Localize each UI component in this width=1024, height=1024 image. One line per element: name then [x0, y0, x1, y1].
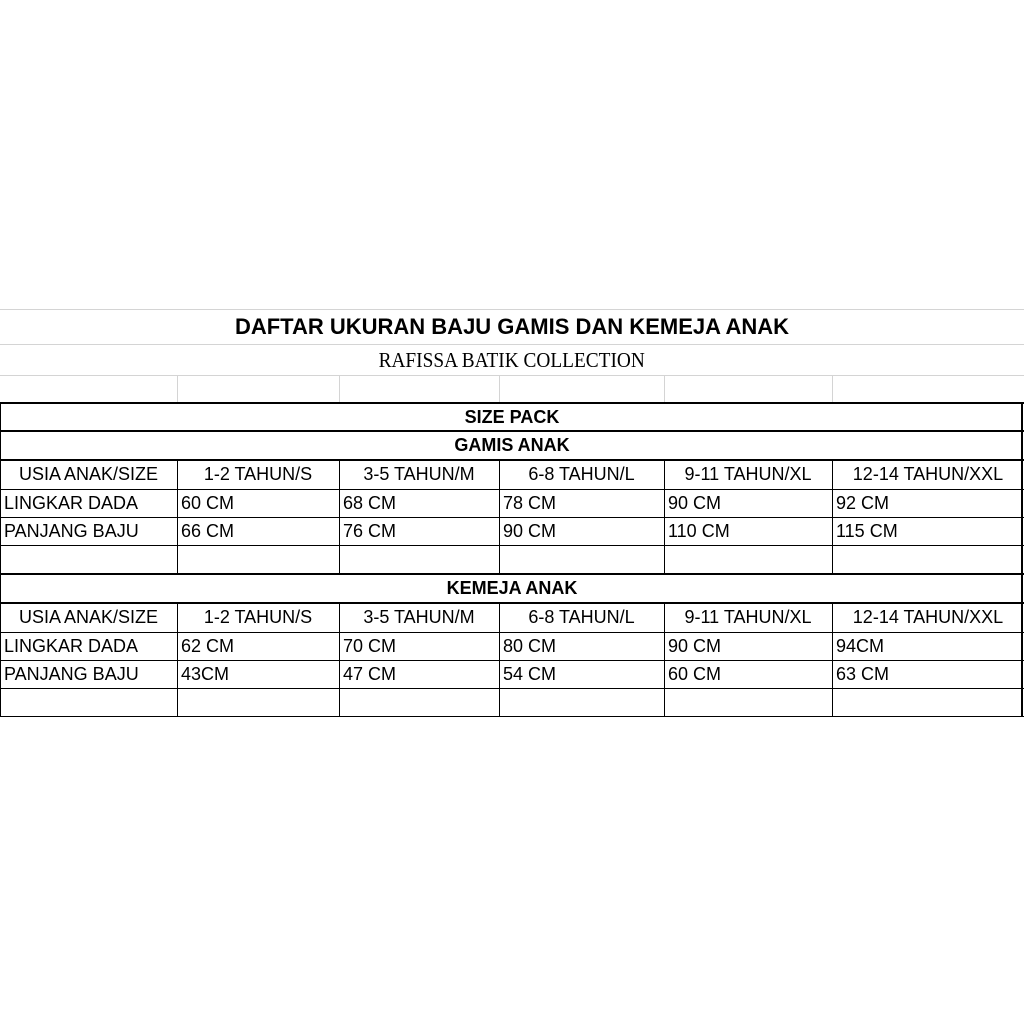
border-line — [339, 603, 340, 717]
table-cell: 62 CM — [181, 635, 235, 656]
border-line — [0, 660, 1024, 661]
border-line — [0, 545, 1024, 546]
border-line — [0, 402, 1024, 404]
size-chart-sheet — [0, 309, 1024, 717]
table-cell: 60 CM — [668, 663, 722, 684]
border-line — [0, 430, 1024, 432]
table-cell: 66 CM — [181, 520, 235, 541]
table-cell: 92 CM — [836, 492, 890, 513]
table-row — [0, 632, 1024, 660]
section-title-cell — [0, 431, 1024, 460]
brand-subtitle: RAFISSA BATIK COLLECTION — [378, 348, 646, 372]
border-line — [499, 460, 500, 574]
gridline — [339, 375, 340, 403]
section-title: GAMIS ANAK — [454, 435, 570, 455]
table-cell: 90 CM — [668, 635, 722, 656]
border-line — [664, 460, 665, 574]
table-cell: 60 CM — [181, 492, 235, 513]
header-cell: 12-14 TAHUN/XXL — [852, 464, 1004, 484]
border-line — [0, 573, 1024, 575]
table-cell: 70 CM — [343, 635, 397, 656]
table-row — [0, 489, 1024, 517]
table-cell: 63 CM — [836, 663, 890, 684]
table-cell: 47 CM — [343, 663, 397, 684]
gridline — [664, 375, 665, 403]
title-row — [0, 309, 1024, 345]
table-row — [0, 660, 1024, 688]
header-cell: USIA ANAK/SIZE — [18, 464, 159, 484]
header-cell: 3-5 TAHUN/M — [363, 607, 475, 627]
header-cell: 9-11 TAHUN/XL — [684, 607, 812, 627]
table-cell: 54 CM — [503, 663, 557, 684]
border-line — [339, 460, 340, 574]
size-pack-cell — [0, 403, 1024, 431]
header-row — [0, 603, 1024, 632]
table-cell: 90 CM — [503, 520, 557, 541]
table-cell: 78 CM — [503, 492, 557, 513]
subtitle-row — [0, 345, 1024, 376]
table-cell: 80 CM — [503, 635, 557, 656]
section-header-kemeja — [0, 574, 1024, 603]
border-line — [0, 402, 1, 717]
header-cell: 6-8 TAHUN/L — [528, 607, 635, 627]
section-title: KEMEJA ANAK — [446, 578, 578, 598]
header-cell: 3-5 TAHUN/M — [363, 464, 475, 484]
border-line — [0, 602, 1024, 604]
border-line — [0, 688, 1024, 689]
border-line — [832, 460, 833, 574]
gridline — [177, 375, 178, 403]
header-cell: USIA ANAK/SIZE — [18, 607, 159, 627]
border-line — [0, 632, 1024, 633]
section-title-cell — [0, 574, 1024, 603]
border-line — [0, 716, 1024, 717]
size-pack-label: SIZE PACK — [464, 406, 560, 427]
row-label: PANJANG BAJU — [4, 663, 139, 684]
header-cell: 6-8 TAHUN/L — [528, 464, 635, 484]
header-cell: 9-11 TAHUN/XL — [684, 464, 812, 484]
border-line — [499, 603, 500, 717]
size-pack-row — [0, 403, 1024, 431]
table-cell: 115 CM — [836, 520, 898, 541]
border-line — [1021, 402, 1023, 717]
table-cell: 76 CM — [343, 520, 397, 541]
row-label: PANJANG BAJU — [4, 520, 139, 541]
gridline — [499, 375, 500, 403]
table-cell: 94CM — [836, 635, 885, 656]
border-line — [177, 603, 178, 717]
border-line — [832, 603, 833, 717]
border-line — [0, 459, 1024, 461]
page-title: DAFTAR UKURAN BAJU GAMIS DAN KEMEJA ANAK — [234, 314, 790, 339]
header-cell: 1-2 TAHUN/S — [203, 464, 313, 484]
border-line — [664, 603, 665, 717]
table-cell: 68 CM — [343, 492, 397, 513]
row-label: LINGKAR DADA — [4, 635, 139, 656]
border-line — [0, 489, 1024, 490]
section-header-gamis — [0, 431, 1024, 460]
subtitle-cell — [0, 345, 1024, 376]
row-label: LINGKAR DADA — [4, 492, 139, 513]
table-cell: 43CM — [181, 663, 230, 684]
table-cell: 110 CM — [668, 520, 730, 541]
border-line — [0, 517, 1024, 518]
header-row — [0, 460, 1024, 489]
gridline — [832, 375, 833, 403]
header-cell: 1-2 TAHUN/S — [203, 607, 313, 627]
title-cell — [0, 309, 1024, 345]
table-cell: 90 CM — [668, 492, 722, 513]
table-row — [0, 517, 1024, 545]
border-line — [177, 460, 178, 574]
header-cell: 12-14 TAHUN/XXL — [852, 607, 1004, 627]
